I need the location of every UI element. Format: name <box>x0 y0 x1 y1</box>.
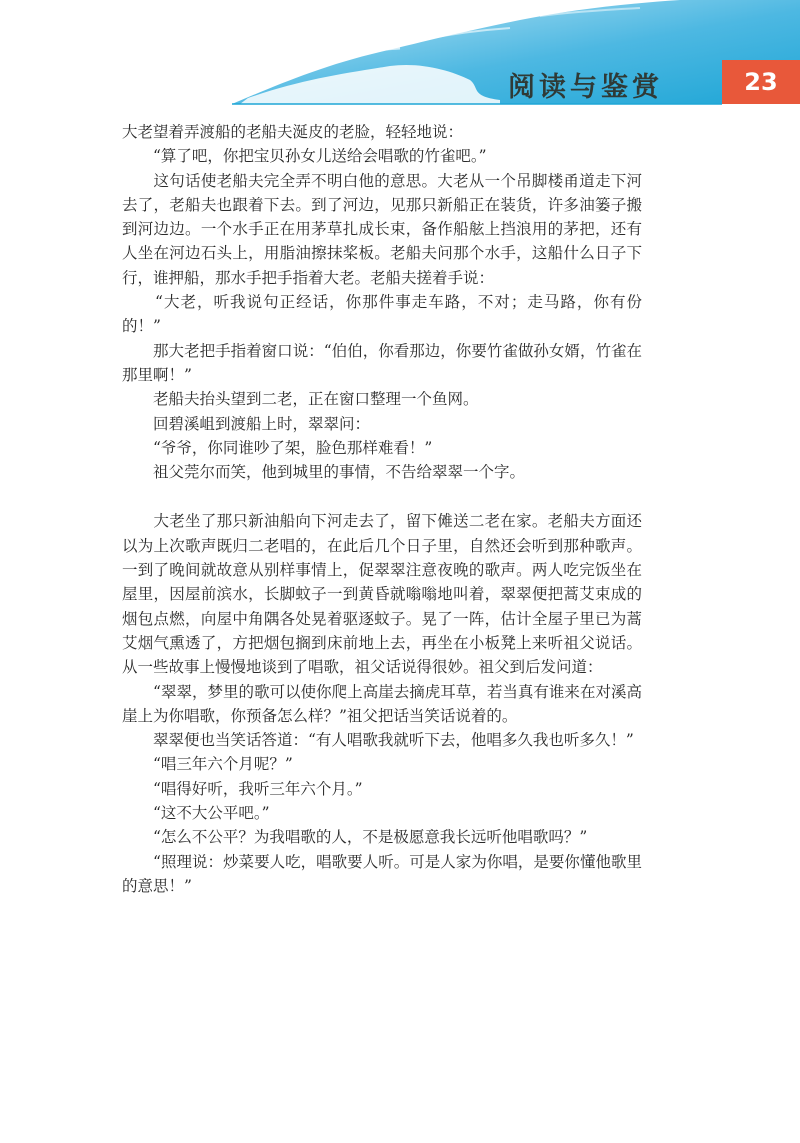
paragraph: 回碧溪岨到渡船上时，翠翠问： <box>122 414 371 433</box>
paragraph: “翠翠，梦里的歌可以使你爬上高崖去摘虎耳草，若当真有谁来在对溪高崖上为你唱歌，你预备怎么样？”祖父把话当笑话说着的。 <box>122 682 642 725</box>
paragraph: “唱三年六个月呢？” <box>122 755 293 774</box>
paragraph: 大老望着弄渡船的老船夫涎皮的老脸，轻轻地说： <box>122 123 464 141</box>
paragraph: “怎么不公平？为我唱歌的人，不是极愿意我长远听他唱歌吗？” <box>122 828 588 847</box>
paragraph: 祖父莞尔而笑，他到城里的事情，不告给翠翠一个字。 <box>122 463 526 482</box>
section-break <box>122 484 642 509</box>
page-number: 23 <box>722 60 800 104</box>
page-header <box>0 0 800 110</box>
section-title: 阅读与鉴赏 <box>508 72 663 103</box>
article-body <box>122 120 642 898</box>
paragraph: 大老坐了那只新油船向下河走去了，留下傩送二老在家。老船夫方面还以为上次歌声既归二老唱的，在此后几个日子里，自然还会听到那种歌声。一到了晚间就故意从别样事情上，促翠翠注意夜晚的歌声。两人吃完饭坐在屋里，因屋前滨水，长脚蚊子一到黄昏就嗡嗡地叫着，翠翠便把蒿艾束成的烟包点燃，向屋中角隅各处晃着驱逐蚊子。晃了一阵，估计全屋子里已为蒿艾烟气熏透了，方把烟包搁到床前地上去，再坐在小板凳上来听祖父说话。从一些故事上慢慢地谈到了唱歌，祖父话说得很妙。祖父到后发问道： <box>122 512 642 677</box>
paragraph: 那大老把手指着窗口说：“伯伯，你看那边，你要竹雀做孙女婿，竹雀在那里啊！” <box>122 341 642 384</box>
paragraph: 翠翠便也当笑话答道：“有人唱歌我就听下去，他唱多久我也听多久！” <box>122 731 634 750</box>
paragraph: “算了吧，你把宝贝孙女儿送给会唱歌的竹雀吧。” <box>122 147 487 166</box>
paragraph: “爷爷，你同谁吵了架，脸色那样难看！” <box>122 438 433 457</box>
paragraph: 这句话使老船夫完全弄不明白他的意思。大老从一个吊脚楼甬道走下河去了，老船夫也跟着下去。到了河边，见那只新船正在装货，许多油篓子搬到河边边。一个水手正在用茅草扎成长束，备作船舷上挡浪用的茅把，还有人坐在河边石头上，用脂油擦抹桨板。老船夫问那个水手，这船什么日子下行，谁押船，那水手把手指着大老。老船夫搓着手说： <box>122 171 642 287</box>
brush-sky-decoration <box>0 0 800 110</box>
paragraph: “唱得好听，我听三年六个月。” <box>122 779 363 798</box>
paragraph: 老船夫抬头望到二老，正在窗口整理一个鱼网。 <box>122 390 479 409</box>
paragraph: “大老，听我说句正经话，你那件事走车路，不对；走马路，你有份的！” <box>122 293 642 336</box>
paragraph: “这不大公平吧。” <box>122 804 270 823</box>
paragraph: “照理说：炒菜要人吃，唱歌要人听。可是人家为你唱，是要你懂他歌里的意思！” <box>122 852 642 895</box>
